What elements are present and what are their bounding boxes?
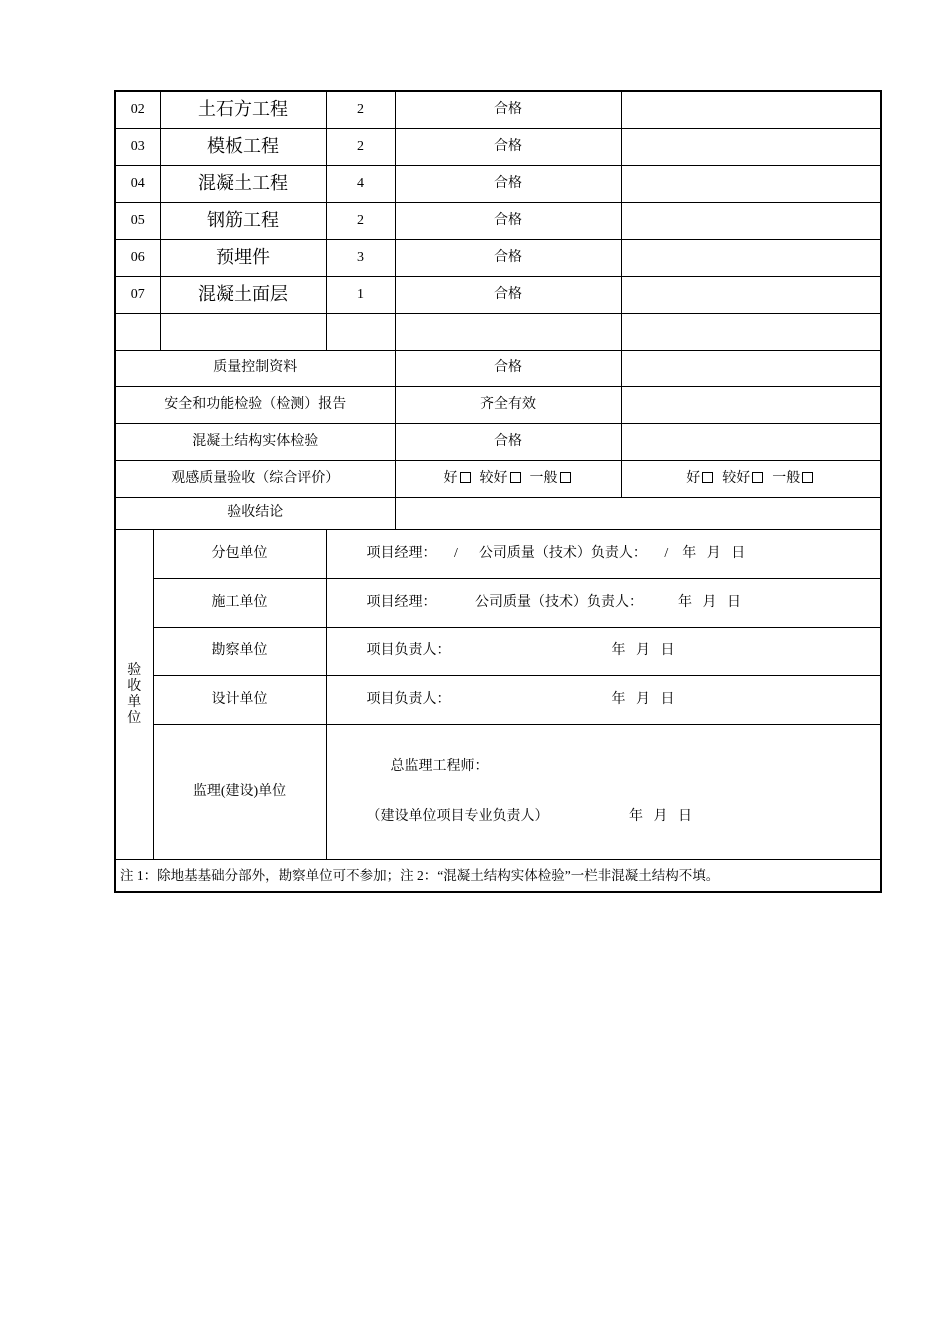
item-remark bbox=[621, 166, 881, 203]
table-row bbox=[115, 166, 881, 203]
checkbox-good[interactable] bbox=[460, 472, 471, 483]
item-name: 混凝土工程 bbox=[160, 166, 326, 203]
option-good-label: 好 bbox=[443, 470, 458, 486]
item-no: 04 bbox=[115, 166, 160, 203]
conclusion-label: 验收结论 bbox=[115, 498, 395, 530]
unit-row bbox=[115, 725, 881, 860]
option-average-label: 一般 bbox=[772, 470, 801, 486]
item-count: 1 bbox=[326, 277, 395, 314]
item-remark bbox=[621, 129, 881, 166]
unit-signature: 项目经理： 公司质量（技术）负责人： 年 月 日 bbox=[326, 579, 881, 628]
empty-row bbox=[115, 314, 881, 351]
item-count: 2 bbox=[326, 129, 395, 166]
supervision-line2: （建设单位项目专业负责人） 年 月 日 bbox=[366, 808, 692, 824]
unit-name: 施工单位 bbox=[153, 579, 326, 628]
unit-name: 设计单位 bbox=[153, 676, 326, 725]
item-count: 2 bbox=[326, 91, 395, 129]
unit-signature: 项目负责人： 年 月 日 bbox=[326, 628, 881, 676]
table-row bbox=[115, 129, 881, 166]
footnote: 注 1：除地基基础分部外，勘察单位可不参加；注 2：“混凝土结构实体检验”一栏非混凝土结构不填。 bbox=[115, 860, 881, 893]
empty-cell bbox=[395, 314, 621, 351]
appearance-label: 观感质量验收（综合评价） bbox=[115, 461, 395, 498]
item-result: 合格 bbox=[395, 240, 621, 277]
item-result: 合格 bbox=[395, 129, 621, 166]
item-name: 钢筋工程 bbox=[160, 203, 326, 240]
unit-row bbox=[115, 579, 881, 628]
unit-row bbox=[115, 530, 881, 579]
units-label-char: 验 bbox=[127, 662, 142, 678]
item-remark bbox=[621, 277, 881, 314]
safety-report-value: 齐全有效 bbox=[395, 387, 621, 424]
appearance-row bbox=[115, 461, 881, 498]
empty-cell bbox=[115, 314, 160, 351]
concrete-inspection-remark bbox=[621, 424, 881, 461]
concrete-inspection-label: 混凝土结构实体检验 bbox=[115, 424, 395, 461]
item-result: 合格 bbox=[395, 277, 621, 314]
note-row bbox=[115, 860, 881, 893]
checkbox-fair-good[interactable] bbox=[510, 472, 521, 483]
empty-cell bbox=[621, 314, 881, 351]
units-label-char: 位 bbox=[127, 710, 142, 726]
empty-cell bbox=[326, 314, 395, 351]
checkbox-fair-good[interactable] bbox=[752, 472, 763, 483]
item-result: 合格 bbox=[395, 166, 621, 203]
safety-report-remark bbox=[621, 387, 881, 424]
appearance-options bbox=[395, 461, 621, 498]
item-remark bbox=[621, 203, 881, 240]
option-good-label: 好 bbox=[686, 470, 701, 486]
table-row bbox=[115, 240, 881, 277]
units-label-char: 单 bbox=[127, 694, 142, 710]
acceptance-form-table bbox=[114, 90, 882, 893]
checkbox-good[interactable] bbox=[702, 472, 713, 483]
option-fair-good-label: 较好 bbox=[722, 470, 751, 486]
unit-name: 监理(建设)单位 bbox=[153, 725, 326, 860]
supervision-signature bbox=[326, 725, 881, 860]
units-label-char: 收 bbox=[127, 678, 142, 694]
safety-report-row bbox=[115, 387, 881, 424]
quality-docs-remark bbox=[621, 351, 881, 387]
appearance-options-2 bbox=[621, 461, 881, 498]
unit-row bbox=[115, 676, 881, 725]
item-name: 预埋件 bbox=[160, 240, 326, 277]
item-no: 02 bbox=[115, 91, 160, 129]
units-vertical-label bbox=[115, 530, 153, 860]
item-result: 合格 bbox=[395, 91, 621, 129]
quality-docs-value: 合格 bbox=[395, 351, 621, 387]
conclusion-row bbox=[115, 498, 881, 530]
supervision-line1: 总监理工程师： bbox=[390, 758, 489, 774]
unit-name: 分包单位 bbox=[153, 530, 326, 579]
concrete-inspection-value: 合格 bbox=[395, 424, 621, 461]
item-name: 模板工程 bbox=[160, 129, 326, 166]
quality-docs-row bbox=[115, 351, 881, 387]
concrete-inspection-row bbox=[115, 424, 881, 461]
item-no: 05 bbox=[115, 203, 160, 240]
unit-signature: 项目负责人： 年 月 日 bbox=[326, 676, 881, 725]
empty-cell bbox=[160, 314, 326, 351]
table-row bbox=[115, 91, 881, 129]
item-name: 土石方工程 bbox=[160, 91, 326, 129]
item-no: 06 bbox=[115, 240, 160, 277]
item-remark bbox=[621, 240, 881, 277]
option-average-label: 一般 bbox=[529, 470, 558, 486]
unit-signature: 项目经理： / 公司质量（技术）负责人： / 年 月 日 bbox=[326, 530, 881, 579]
unit-name: 勘察单位 bbox=[153, 628, 326, 676]
checkbox-average[interactable] bbox=[560, 472, 571, 483]
option-fair-good-label: 较好 bbox=[479, 470, 508, 486]
item-count: 3 bbox=[326, 240, 395, 277]
checkbox-average[interactable] bbox=[802, 472, 813, 483]
item-result: 合格 bbox=[395, 203, 621, 240]
conclusion-value bbox=[395, 498, 881, 530]
item-remark bbox=[621, 91, 881, 129]
item-no: 07 bbox=[115, 277, 160, 314]
item-name: 混凝土面层 bbox=[160, 277, 326, 314]
table-row bbox=[115, 277, 881, 314]
unit-row bbox=[115, 628, 881, 676]
item-count: 4 bbox=[326, 166, 395, 203]
quality-docs-label: 质量控制资料 bbox=[115, 351, 395, 387]
item-no: 03 bbox=[115, 129, 160, 166]
item-count: 2 bbox=[326, 203, 395, 240]
table-row bbox=[115, 203, 881, 240]
safety-report-label: 安全和功能检验（检测）报告 bbox=[115, 387, 395, 424]
